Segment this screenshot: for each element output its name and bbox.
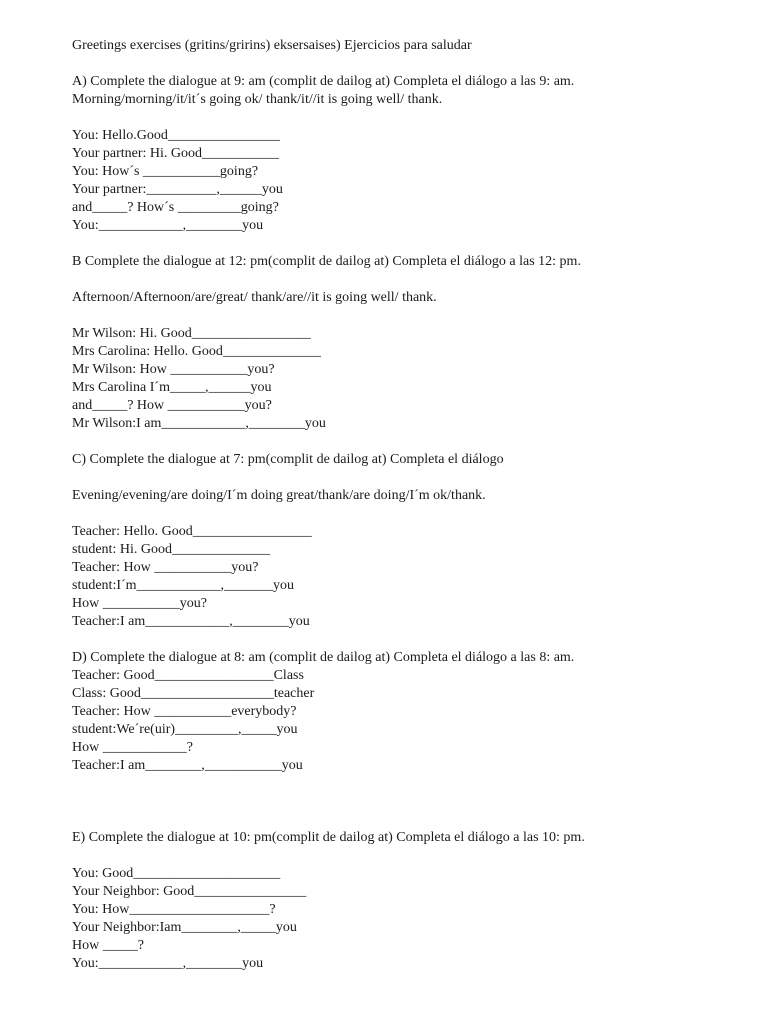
word-bank: Afternoon/Afternoon/are/great/ thank/are//it is going well/ thank. (72, 290, 437, 305)
section-b (72, 253, 732, 433)
worksheet-title: Greetings exercises (gritins/gririns) eksersaises) Ejercicios para saludar (72, 38, 472, 53)
dialogue-line: You: How____________________? (72, 902, 276, 917)
section-d (72, 649, 732, 775)
section-heading: A) Complete the dialogue at 9: am (complit de dailog at) Completa el diálogo a las 9: am. (72, 74, 575, 89)
section-heading: C) Complete the dialogue at 7: pm(complit de dailog at) Completa el diálogo (72, 452, 504, 467)
dialogue-line: Teacher:I am____________,________you (72, 614, 310, 629)
dialogue-line: Teacher: How ___________you? (72, 560, 259, 575)
dialogue-line: Mr Wilson:I am____________,________you (72, 416, 326, 431)
dialogue-line: You:____________,________you (72, 956, 264, 971)
dialogue-line: student:I´m____________,_______you (72, 578, 295, 593)
word-bank: Morning/morning/it/it´s going ok/ thank/it//it is going well/ thank. (72, 92, 443, 107)
word-bank: Evening/evening/are doing/I´m doing great/thank/are doing/I´m ok/thank. (72, 488, 486, 503)
dialogue-line: You: Good_____________________ (72, 866, 281, 881)
dialogue-line: Teacher:I am________,___________you (72, 758, 303, 773)
section-heading: D) Complete the dialogue at 8: am (complit de dailog at) Completa el diálogo a las 8: am. (72, 650, 575, 665)
dialogue-line: Mrs Carolina: Hello. Good______________ (72, 344, 321, 359)
section-heading: E) Complete the dialogue at 10: pm(complit de dailog at) Completa el diálogo a las 10: pm. (72, 830, 585, 845)
dialogue-line: student: Hi. Good______________ (72, 542, 270, 557)
dialogue-line: Class: Good___________________teacher (72, 686, 315, 701)
dialogue-line: Teacher: Hello. Good_________________ (72, 524, 312, 539)
dialogue-line: Your partner:__________,______you (72, 182, 283, 197)
dialogue-line: Teacher: How ___________everybody? (72, 704, 297, 719)
dialogue-line: Your Neighbor:Iam________,_____you (72, 920, 297, 935)
dialogue-line: You:____________,________you (72, 218, 264, 233)
section-a (72, 73, 732, 235)
dialogue-line: Mrs Carolina I´m_____,______you (72, 380, 272, 395)
dialogue-line: Your Neighbor: Good________________ (72, 884, 307, 899)
section-e (72, 829, 732, 973)
dialogue-line: How ___________you? (72, 596, 207, 611)
dialogue-line: and_____? How´s _________going? (72, 200, 279, 215)
section-heading: B Complete the dialogue at 12: pm(complit de dailog at) Completa el diálogo a las 12: pm. (72, 254, 581, 269)
dialogue-line: How _____? (72, 938, 144, 953)
dialogue-line: student:We´re(uir)_________,_____you (72, 722, 298, 737)
worksheet-body (72, 37, 732, 973)
dialogue-line: and_____? How ___________you? (72, 398, 272, 413)
dialogue-line: How ____________? (72, 740, 193, 755)
dialogue-line: You: Hello.Good________________ (72, 128, 280, 143)
dialogue-line: Teacher: Good_________________Class (72, 668, 304, 683)
dialogue-line: You: How´s ___________going? (72, 164, 259, 179)
section-c (72, 451, 732, 631)
dialogue-line: Mr Wilson: How ___________you? (72, 362, 275, 377)
dialogue-line: Mr Wilson: Hi. Good_________________ (72, 326, 311, 341)
dialogue-line: Your partner: Hi. Good___________ (72, 146, 280, 161)
